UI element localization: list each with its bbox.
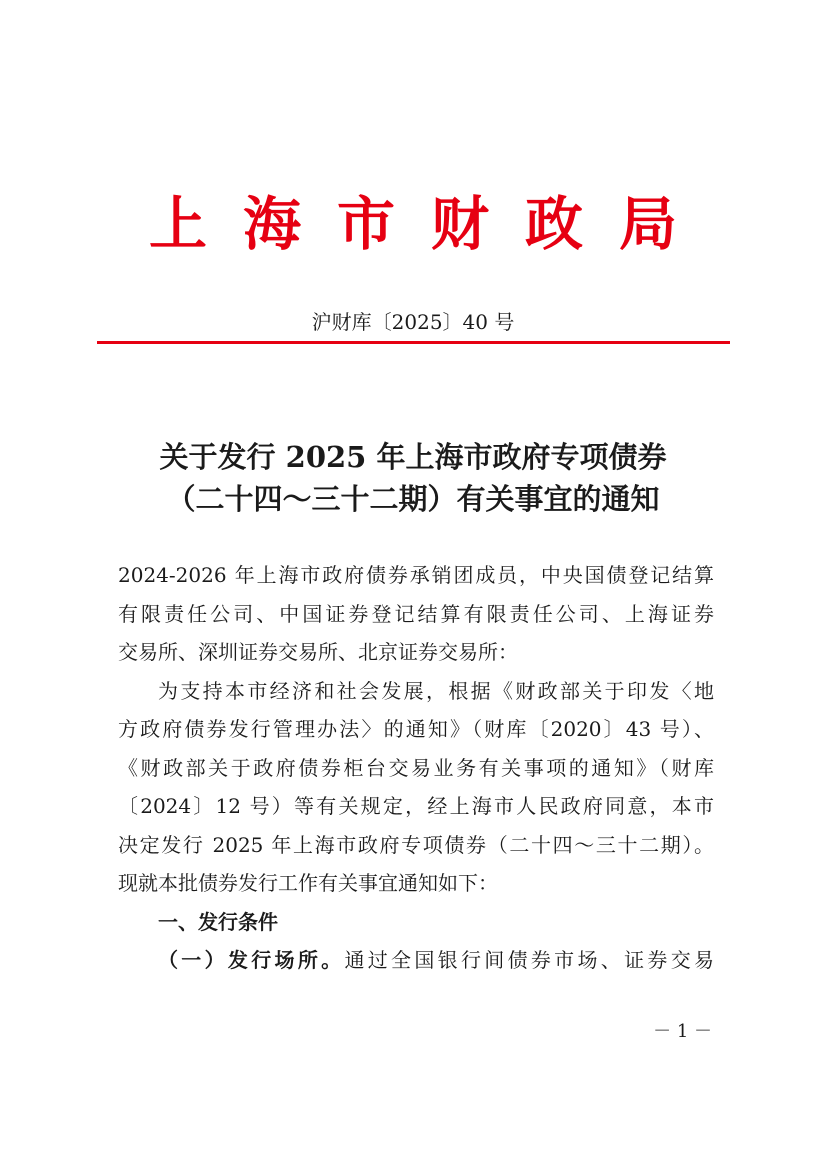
addressee-line: 交易所、深圳证券交易所、北京证券交易所： [118, 640, 518, 664]
addressee-line: 有限责任公司、中国证券登记结算有限责任公司、上海证券 [118, 601, 714, 626]
masthead-title: 上海市财政局 [148, 190, 713, 258]
paragraph-line: 《财政部关于政府债券柜台交易业务有关事项的通知》（财库 [118, 755, 714, 780]
section-heading: 一、发行条件 [158, 909, 278, 934]
addressee-line: 2024-2026 年上海市政府债券承销团成员，中央国债登记结算 [118, 563, 714, 587]
document-body [118, 556, 714, 980]
notice-title [60, 436, 766, 520]
notice-title-line: 关于发行 2025 年上海市政府专项债券 [159, 440, 667, 474]
red-divider-line [97, 341, 730, 344]
paragraph-line: 为支持本市经济和社会发展，根据《财政部关于印发〈地 [158, 678, 714, 703]
notice-title-line: （二十四～三十二期）有关事宜的通知 [166, 482, 660, 516]
item-label: （一）发行场所。 [158, 948, 345, 972]
paragraph-line: 现就本批债券发行工作有关事宜通知如下： [118, 871, 498, 895]
document-number: 沪财库〔2025〕40 号 [311, 310, 515, 334]
paragraph-line: 〔2024〕12 号）等有关规定，经上海市人民政府同意，本市 [118, 794, 714, 818]
item-text: 通过全国银行间债券市场、证券交易 [344, 948, 715, 972]
paragraph-line: 方政府债券发行管理办法〉的通知》（财库〔2020〕43 号）、 [118, 717, 714, 741]
page-number: － 1 － [653, 1021, 712, 1042]
paragraph-line: 决定发行 2025 年上海市政府专项债券（二十四～三十二期）。 [118, 832, 714, 857]
item-line [118, 941, 714, 980]
